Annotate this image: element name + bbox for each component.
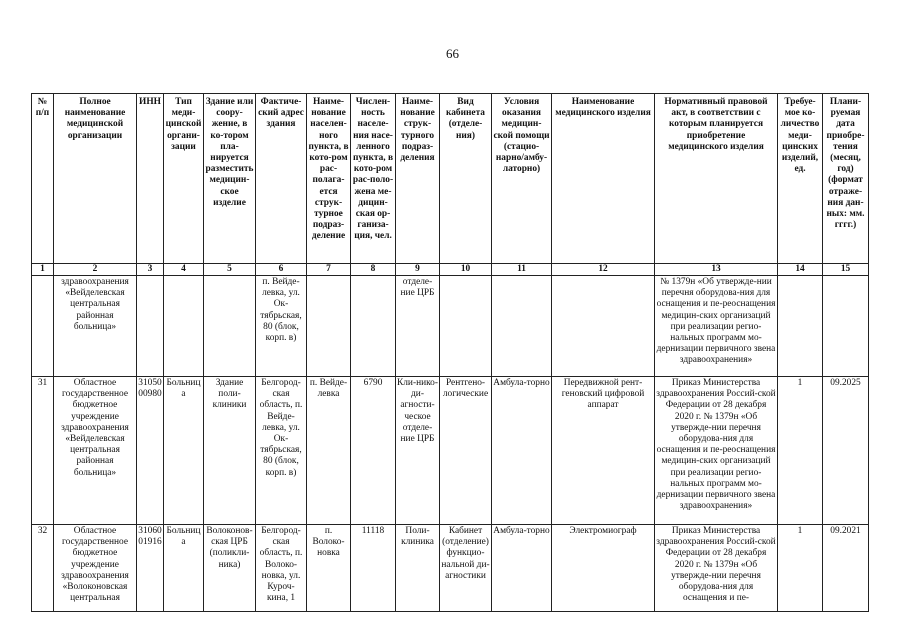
cell-address: Белгород-ская область, п. Волоко-новка, ул. Куроч-кина, 1 bbox=[256, 525, 307, 612]
col-header: Условия оказания медицин-ской помощи (стацио-нарно/амбу-латорно) bbox=[492, 94, 552, 264]
col-number: 10 bbox=[440, 264, 492, 276]
col-number: 12 bbox=[552, 264, 655, 276]
cell-locality: п. Волоко-новка bbox=[307, 525, 351, 612]
cell-device: Электромиограф bbox=[552, 525, 655, 612]
cell-num: 31 bbox=[32, 377, 54, 525]
col-number: 6 bbox=[256, 264, 307, 276]
table-row bbox=[32, 525, 869, 612]
cell-org: Областное государственное бюджетное учреждение здравоохранения «Вейделевская центральная районная больница» bbox=[54, 377, 137, 525]
page-number: 66 bbox=[446, 46, 459, 61]
table-row bbox=[32, 276, 869, 377]
cell-type: Больница bbox=[164, 377, 204, 525]
cell-date: 09.2021 bbox=[823, 525, 869, 612]
col-number: 15 bbox=[823, 264, 869, 276]
cell-num: 32 bbox=[32, 525, 54, 612]
col-header: Наиме-нование населен-ного пункта, в кото-ром рас-полага-ется струк-турное подраз-деление bbox=[307, 94, 351, 264]
col-header: Наиме-нование струк-турного подраз-деления bbox=[396, 94, 440, 264]
cell-cabinet: Рентгено-логические bbox=[440, 377, 492, 525]
col-number: 2 bbox=[54, 264, 137, 276]
col-number: 3 bbox=[137, 264, 164, 276]
cell-org: здравоохранения «Вейделевская центральная районная больница» bbox=[54, 276, 137, 377]
col-number: 4 bbox=[164, 264, 204, 276]
cell-device: Передвижной рент-геновский цифровой аппарат bbox=[552, 377, 655, 525]
col-header: ИНН bbox=[137, 94, 164, 264]
cell-population: 6790 bbox=[351, 377, 396, 525]
cell-subdivision: Поли-клиника bbox=[396, 525, 440, 612]
col-header: Плани-руемая дата приобре-тения (месяц, год) (формат отраже-ния дан-ных: мм. гггг.) bbox=[823, 94, 869, 264]
cell-population: 11118 bbox=[351, 525, 396, 612]
cell-org: Областное государственное бюджетное учреждение здравоохранения «Волоконовская центральная bbox=[54, 525, 137, 612]
cell-locality bbox=[307, 276, 351, 377]
cell-conditions bbox=[492, 276, 552, 377]
cell-building bbox=[204, 276, 256, 377]
col-number: 8 bbox=[351, 264, 396, 276]
column-number-row bbox=[32, 264, 869, 276]
col-number: 9 bbox=[396, 264, 440, 276]
cell-inn bbox=[137, 276, 164, 377]
header-row bbox=[32, 94, 869, 264]
cell-act: Приказ Министерства здравоохранения Россий-ской Федерации от 28 декабря 2020 г. № 1379н «Об утвержде-нии перечня оборудова-ния для оснащения и пе- bbox=[655, 525, 778, 612]
col-number: 1 bbox=[32, 264, 54, 276]
cell-device bbox=[552, 276, 655, 377]
cell-building: Здание поли-клиники bbox=[204, 377, 256, 525]
cell-population bbox=[351, 276, 396, 377]
col-number: 14 bbox=[778, 264, 823, 276]
col-number: 11 bbox=[492, 264, 552, 276]
cell-date bbox=[823, 276, 869, 377]
col-number: 5 bbox=[204, 264, 256, 276]
cell-inn: 31050 00980 bbox=[137, 377, 164, 525]
cell-subdivision: отделе-ние ЦРБ bbox=[396, 276, 440, 377]
cell-date: 09.2025 bbox=[823, 377, 869, 525]
cell-cabinet bbox=[440, 276, 492, 377]
cell-conditions: Амбула-торно bbox=[492, 377, 552, 525]
cell-act: Приказ Министерства здравоохранения Россий-ской Федерации от 28 декабря 2020 г. № 1379н «Об утвержде-нии перечня оборудова-ния для оснащения и пе-реоснащения медицин-ских организаций при реализации регио-нальных программ мо-дернизации первичного звена здравоохранения» bbox=[655, 377, 778, 525]
cell-conditions: Амбула-торно bbox=[492, 525, 552, 612]
cell-type bbox=[164, 276, 204, 377]
cell-cabinet: Кабинет (отделение) функцио-нальной ди-агностики bbox=[440, 525, 492, 612]
cell-type: Больница bbox=[164, 525, 204, 612]
cell-building: Волоконов-ская ЦРБ (поликли-ника) bbox=[204, 525, 256, 612]
cell-address: Белгород-ская область, п. Вейде-левка, ул. Ок-тябрьская, 80 (блок, корп. в) bbox=[256, 377, 307, 525]
col-header: Тип меди-цинской органи-зации bbox=[164, 94, 204, 264]
cell-qty: 1 bbox=[778, 525, 823, 612]
col-header: Полное наименование медицинской организации bbox=[54, 94, 137, 264]
cell-address: п. Вейде-левка, ул. Ок-тябрьская, 80 (блок, корп. в) bbox=[256, 276, 307, 377]
table-row bbox=[32, 377, 869, 525]
cell-qty: 1 bbox=[778, 377, 823, 525]
col-number: 7 bbox=[307, 264, 351, 276]
col-header: Наименование медицинского изделия bbox=[552, 94, 655, 264]
col-number: 13 bbox=[655, 264, 778, 276]
col-header: № п/п bbox=[32, 94, 54, 264]
cell-locality: п. Вейде-левка bbox=[307, 377, 351, 525]
equipment-table bbox=[31, 93, 869, 612]
cell-num bbox=[32, 276, 54, 377]
cell-subdivision: Кли-нико-ди-агности-ческое отделе-ние ЦРБ bbox=[396, 377, 440, 525]
col-header: Требуе-мое ко-личество меди-цинских изделий, ед. bbox=[778, 94, 823, 264]
cell-qty bbox=[778, 276, 823, 377]
col-header: Фактиче-ский адрес здания bbox=[256, 94, 307, 264]
col-header: Вид кабинета (отделе-ния) bbox=[440, 94, 492, 264]
cell-act: № 1379н «Об утвержде-нии перечня оборудова-ния для оснащения и пе-реоснащения медицин-ских организаций при реализации регио-нальных программ мо-дернизации первичного звена здравоохранения» bbox=[655, 276, 778, 377]
col-header: Числен-ность населе-ния насе-ленного пункта, в кото-ром рас-поло-жена ме-дицин-ская ор-ганиза-ция, чел. bbox=[351, 94, 396, 264]
cell-inn: 31060 01916 bbox=[137, 525, 164, 612]
col-header: Нормативный правовой акт, в соответствии с которым планируется приобретение медицинского изделия bbox=[655, 94, 778, 264]
col-header: Здание или соору-жение, в ко-тором пла-нируется разместить медицин-ское изделие bbox=[204, 94, 256, 264]
